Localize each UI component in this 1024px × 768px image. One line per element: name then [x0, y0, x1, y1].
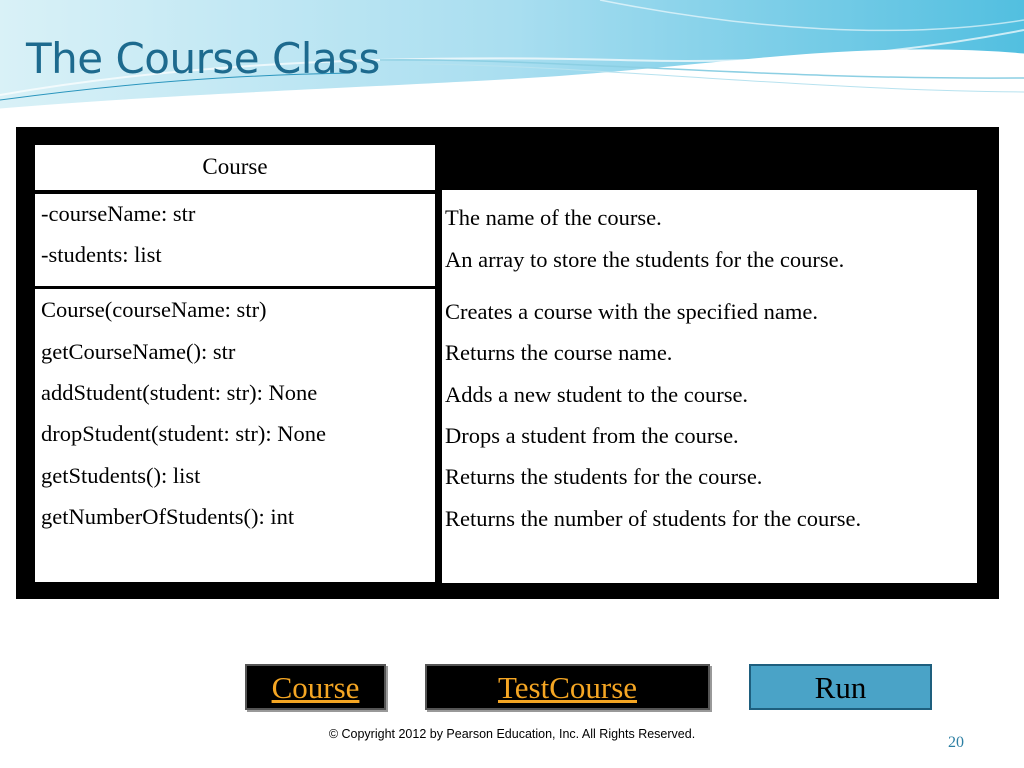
run-button-label: Run: [814, 670, 867, 705]
descriptions-panel: [442, 190, 977, 583]
course-link-button[interactable]: [245, 664, 386, 710]
method-description: Drops a student from the course.: [445, 423, 739, 448]
testcourse-link-button[interactable]: [425, 664, 710, 710]
method-item: getCourseName(): str: [41, 339, 236, 364]
method-item: addStudent(student: str): None: [41, 380, 318, 405]
course-link[interactable]: Course: [271, 670, 360, 705]
attribute-description: An array to store the students for the course.: [445, 247, 845, 272]
method-item: getStudents(): list: [41, 463, 201, 488]
method-description: Returns the course name.: [445, 340, 673, 365]
slide-title: The Course Class: [26, 34, 380, 83]
method-description: Creates a course with the specified name.: [445, 299, 818, 324]
copyright-footer: © Copyright 2012 by Pearson Education, Inc. All Rights Reserved.: [328, 727, 696, 741]
attributes-compartment: [35, 194, 435, 286]
attribute-description: The name of the course.: [445, 205, 662, 230]
attribute-item: -students: list: [41, 242, 162, 267]
class-name-compartment: [35, 145, 435, 190]
class-name: Course: [202, 154, 268, 179]
method-description: Returns the number of students for the course.: [445, 506, 862, 531]
run-button[interactable]: [749, 664, 932, 710]
method-item: Course(courseName: str): [41, 297, 267, 322]
uml-class-diagram: [16, 127, 999, 599]
page-number: 20: [948, 734, 964, 751]
method-item: dropStudent(student: str): None: [41, 421, 326, 446]
methods-compartment: [35, 289, 435, 582]
method-description: Returns the students for the course.: [445, 464, 763, 489]
testcourse-link[interactable]: TestCourse: [497, 670, 638, 705]
method-description: Adds a new student to the course.: [445, 382, 749, 407]
method-item: getNumberOfStudents(): int: [41, 504, 295, 529]
attribute-item: -courseName: str: [41, 201, 196, 226]
